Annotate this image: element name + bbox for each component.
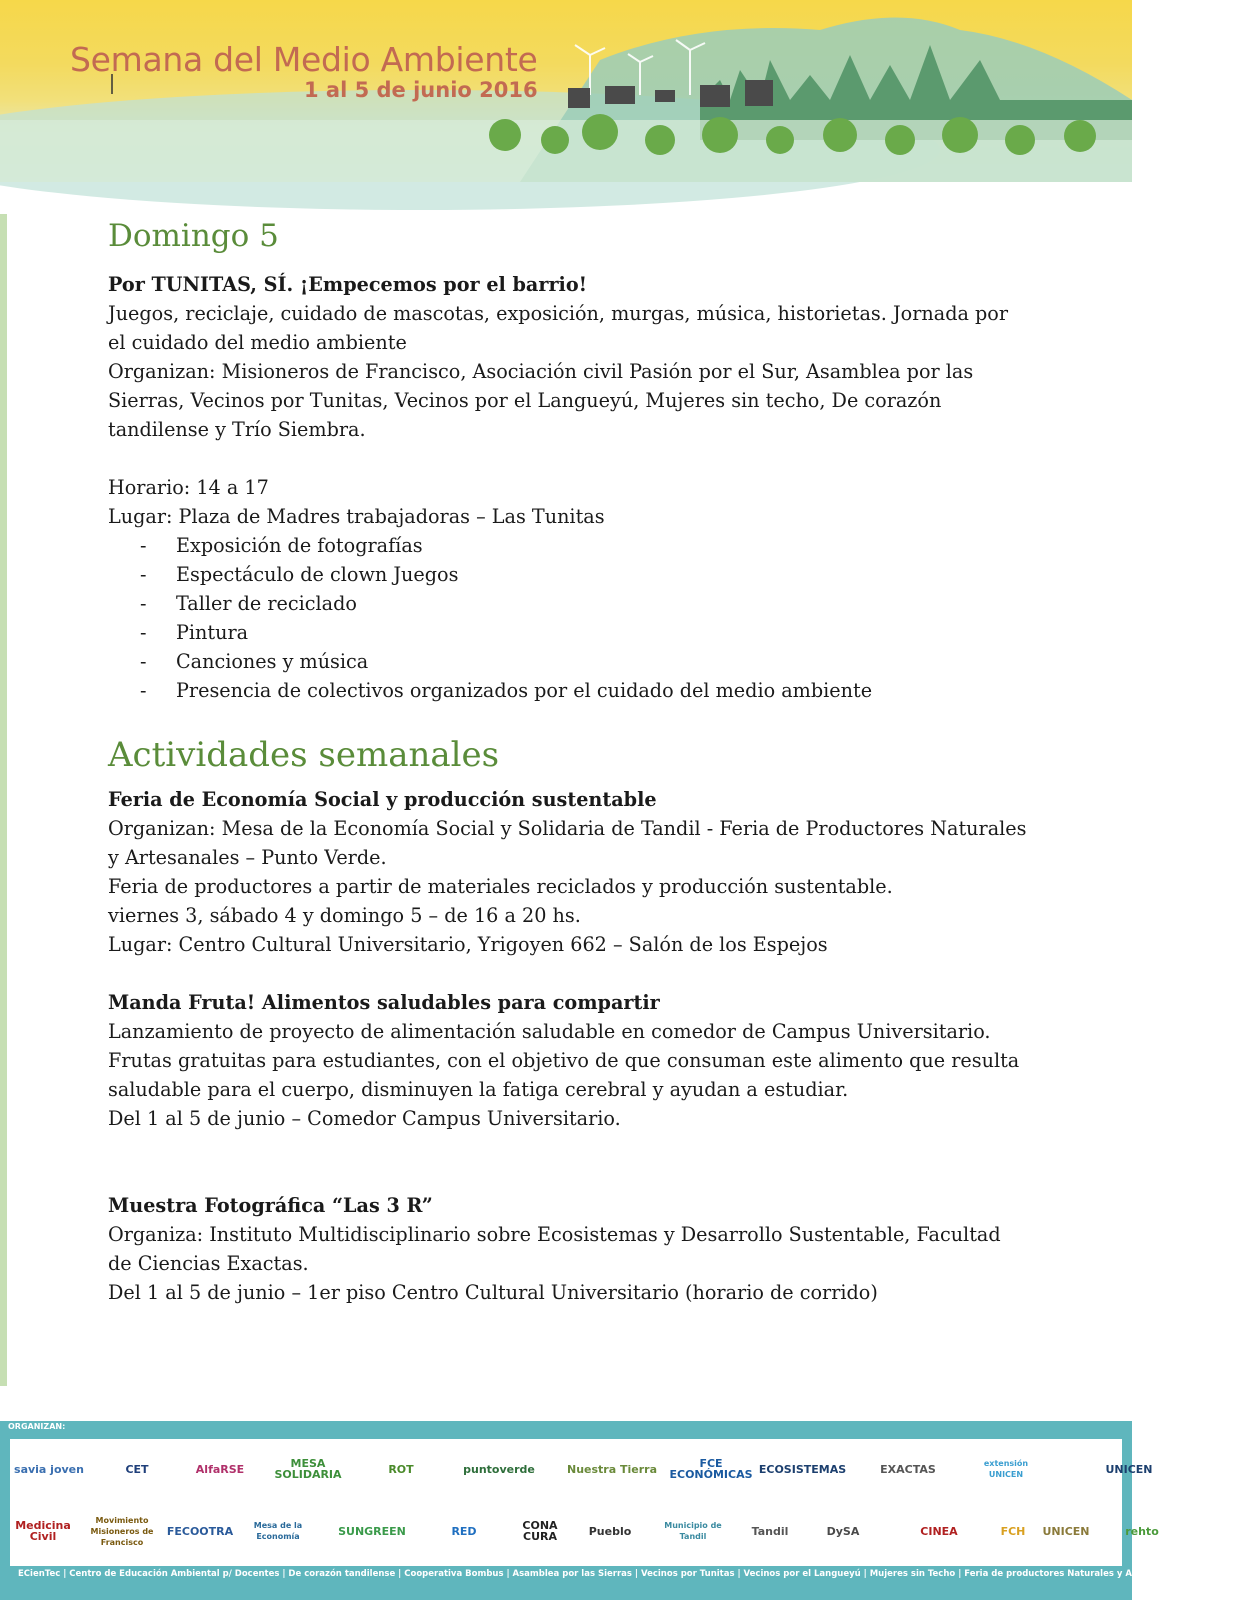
organizer-logo: ECOSISTEMAS [758,1462,847,1476]
organizer-logo: rehto [1125,1524,1159,1538]
list-item: - Canciones y música [140,650,369,673]
organizer-logo: CINEA [920,1524,958,1538]
item-title: Feria de Economía Social y producción sustentable [108,788,657,811]
organizer-logo: FECOOTRA [166,1524,234,1538]
list-item: - Presencia de colectivos organizados por el cuidado del medio ambiente [140,679,873,702]
organizer-logo: RED [451,1524,477,1538]
event-title: Por TUNITAS, SÍ. ¡Empecemos por el barrio! [108,273,588,296]
organizer-logo: Pueblo [588,1524,632,1538]
landscape-illustration [0,0,1132,182]
organizer-logo: AlfaRSE [195,1462,245,1476]
list-item: - Espectáculo de clown Juegos [140,563,459,586]
activities-list [108,531,1028,705]
organizer-logo: Movimiento Misioneros de Francisco [90,1515,154,1547]
organizer-logo: DySA [826,1524,860,1538]
item-line: Del 1 al 5 de junio – Comedor Campus Universitario. [108,1107,621,1130]
organizer-logo: FCE ECONÓMICAS [669,1457,753,1481]
organizer-logo: UNICEN [1042,1524,1090,1538]
organizer-logo: MESA SOLIDARIA [274,1457,342,1481]
banner-title: Semana del Medio Ambiente [70,40,538,79]
organizer-logo: puntoverde [463,1462,535,1476]
list-item: - Taller de reciclado [140,592,357,615]
header-banner [0,0,1132,182]
organizer-logo: CET [125,1462,149,1476]
organizer-logo: UNICEN [1105,1462,1153,1476]
document-body [108,212,1028,1307]
organizer-logo: ROT [388,1462,414,1476]
event-schedule: Horario: 14 a 17 [108,476,269,499]
organizers-footer [0,1421,1252,1600]
left-margin-rule [0,214,7,1386]
organizer-logo: EXACTAS [880,1462,936,1476]
event-description: Juegos, reciclaje, cuidado de mascotas, exposición, murgas, música, historietas. Jornada por el cuidado del medio ambiente [108,302,1009,354]
organizer-logo: Medicina Civil [15,1519,71,1543]
footer-label: ORGANIZAN: [8,1422,66,1431]
section-heading-actividades: Actividades semanales [108,735,500,775]
event-organizers: Organizan: Misioneros de Francisco, Asociación civil Pasión por el Sur, Asamblea por las Sierras, Vecinos por Tunitas, Vecinos por el Langueyú, Mujeres sin techo, De corazón tandilense y Trío Siembra. [108,360,974,441]
list-item: - Pintura [140,621,249,644]
organizer-logo: Mesa de la Economía [253,1521,303,1541]
item-line: Lugar: Centro Cultural Universitario, Yrigoyen 662 – Salón de los Espejos [108,933,828,956]
footer-credits: ECienTec | Centro de Educación Ambiental p/ Docentes | De corazón tandilense | Cooperativa Bombus | Asamblea por las Sierras | Vecinos por Tunitas | Vecinos por el Langueyú | Mujeres sin Techo | Feria de productores Naturales y Artesanales | Trío Siembra [10,1566,1130,1582]
item-line: Organizan: Mesa de la Economía Social y Solidaria de Tandil - Feria de Productores Naturales y Artesanales – Punto Verde. [108,817,1027,869]
logo-row-1 [10,1439,1213,1499]
item-line: Del 1 al 5 de junio – 1er piso Centro Cultural Universitario (horario de corrido) [108,1281,878,1304]
logo-panel [10,1439,1252,1582]
item-line: Lanzamiento de proyecto de alimentación saludable en comedor de Campus Universitario. [108,1020,991,1043]
item-title: Manda Fruta! Alimentos saludables para compartir [108,991,660,1014]
organizer-logo: extensión UNICEN [983,1459,1029,1479]
organizer-logo: FCH [1000,1524,1026,1538]
organizer-logo: Nuestra Tierra [567,1462,657,1476]
item-line: Frutas gratuitas para estudiantes, con el objetivo de que consuman este alimento que resulta saludable para el cuerpo, disminuyen la fatiga cerebral y ayudan a estudiar. [108,1049,1020,1101]
item-line: viernes 3, sábado 4 y domingo 5 – de 16 a 20 hs. [108,904,581,927]
list-item: - Exposición de fotografías [140,534,423,557]
organizer-logo: savia joven [14,1462,84,1476]
item-title: Muestra Fotográfica “Las 3 R” [108,1194,433,1217]
section-heading-domingo: Domingo 5 [108,218,279,254]
item-line: Organiza: Instituto Multidisciplinario sobre Ecosistemas y Desarrollo Sustentable, Facultad de Ciencias Exactas. [108,1223,1001,1275]
organizer-logo: Municipio de Tandil [664,1521,722,1541]
organizer-logo: Tandil [751,1524,789,1538]
banner-dates: 1 al 5 de junio 2016 [304,78,538,102]
item-line: Feria de productores a partir de materiales reciclados y producción sustentable. [108,875,893,898]
logo-row-2 [10,1499,1194,1563]
event-place: Lugar: Plaza de Madres trabajadoras – Las Tunitas [108,505,605,528]
organizer-logo: CONA CURA [522,1519,558,1543]
organizer-logo: SUNGREEN [338,1524,406,1538]
